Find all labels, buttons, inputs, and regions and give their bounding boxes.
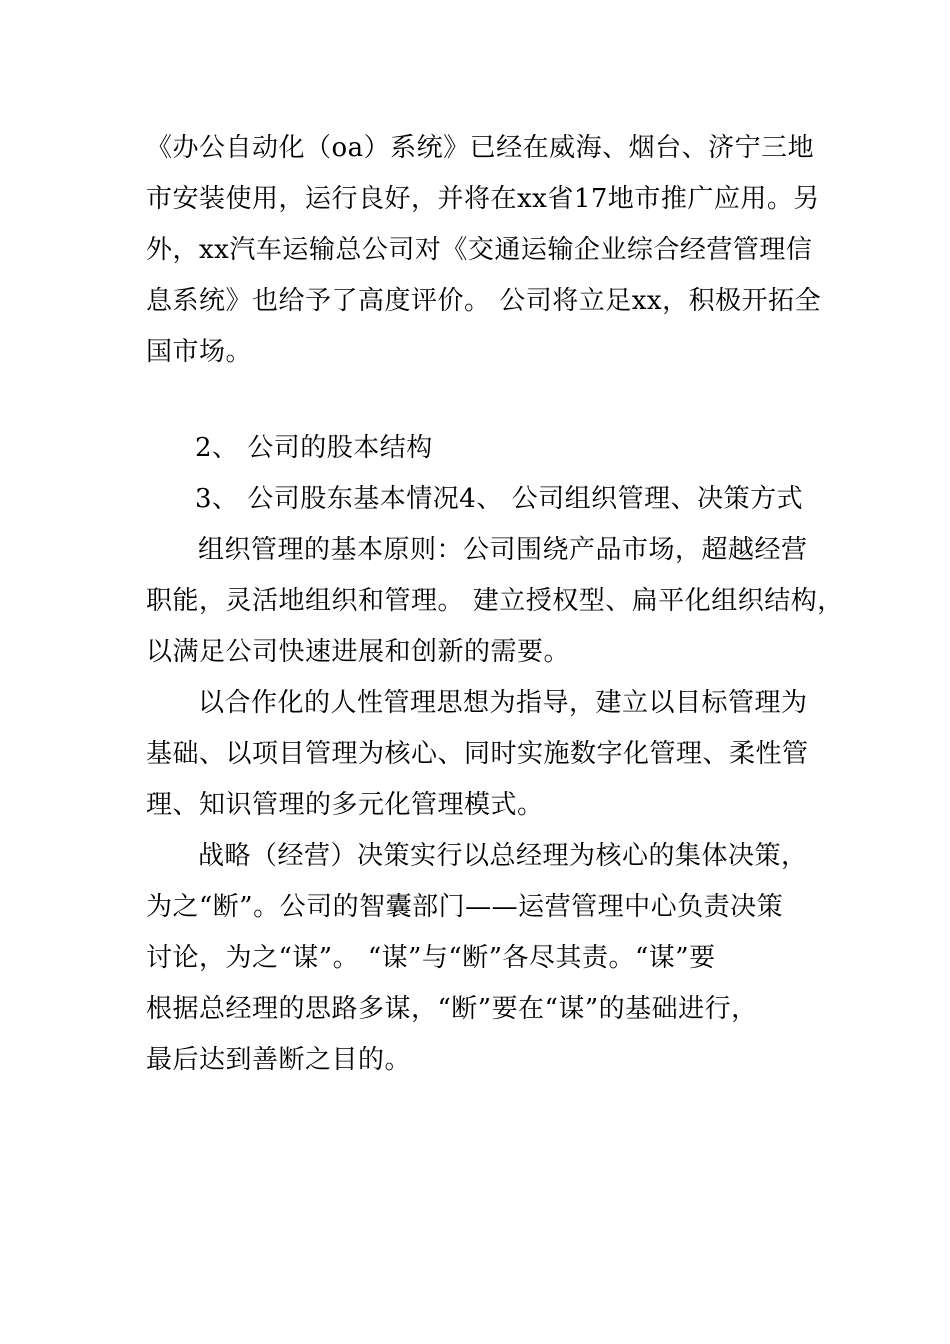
paragraph-line: 讨论，为之“谋”。 “谋”与“断”各尽其责。“谋”要 (146, 943, 716, 973)
paragraph-line: 战略（经营）决策实行以总经理为核心的集体决策， (198, 841, 808, 871)
paragraph-line: 基础、以项目管理为核心、同时实施数字化管理、柔性管 (146, 739, 809, 769)
paragraph-line: 以满足公司快速进展和创新的需要。 (146, 637, 571, 667)
paragraph-line: 为之“断”。公司的智囊部门——运营管理中心负责决策 (146, 892, 784, 922)
paragraph-line: 最后达到善断之目的。 (146, 1045, 412, 1075)
paragraph-line: 以合作化的人性管理思想为指导，建立以目标管理为 (198, 688, 808, 718)
paragraph-line: 市安装使用，运行良好，并将在xx省17地市推广应用。另 (146, 184, 820, 214)
paragraph-line: 组织管理的基本原则：公司围绕产品市场，超越经营 (198, 535, 808, 565)
paragraph-line: 息系统》也给予了高度评价。 公司将立足xx，积极开拓全 (146, 286, 822, 316)
paragraph-line: 《办公自动化（oa）系统》已经在威海、烟台、济宁三地 (146, 133, 815, 163)
section-heading: 2、 公司的股本结构 (195, 433, 433, 463)
paragraph-line: 国市场。 (146, 337, 253, 367)
paragraph-line: 根据总经理的思路多谋，“断”要在“谋”的基础进行， (146, 994, 758, 1024)
paragraph-line: 职能，灵活地组织和管理。 建立授权型、扁平化组织结构， (146, 586, 844, 616)
paragraph-line: 外，xx汽车运输总公司对《交通运输企业综合经营管理信 (146, 235, 813, 265)
paragraph-line: 理、知识管理的多元化管理模式。 (146, 790, 544, 820)
section-heading: 3、 公司股东基本情况4、 公司组织管理、决策方式 (195, 484, 804, 514)
